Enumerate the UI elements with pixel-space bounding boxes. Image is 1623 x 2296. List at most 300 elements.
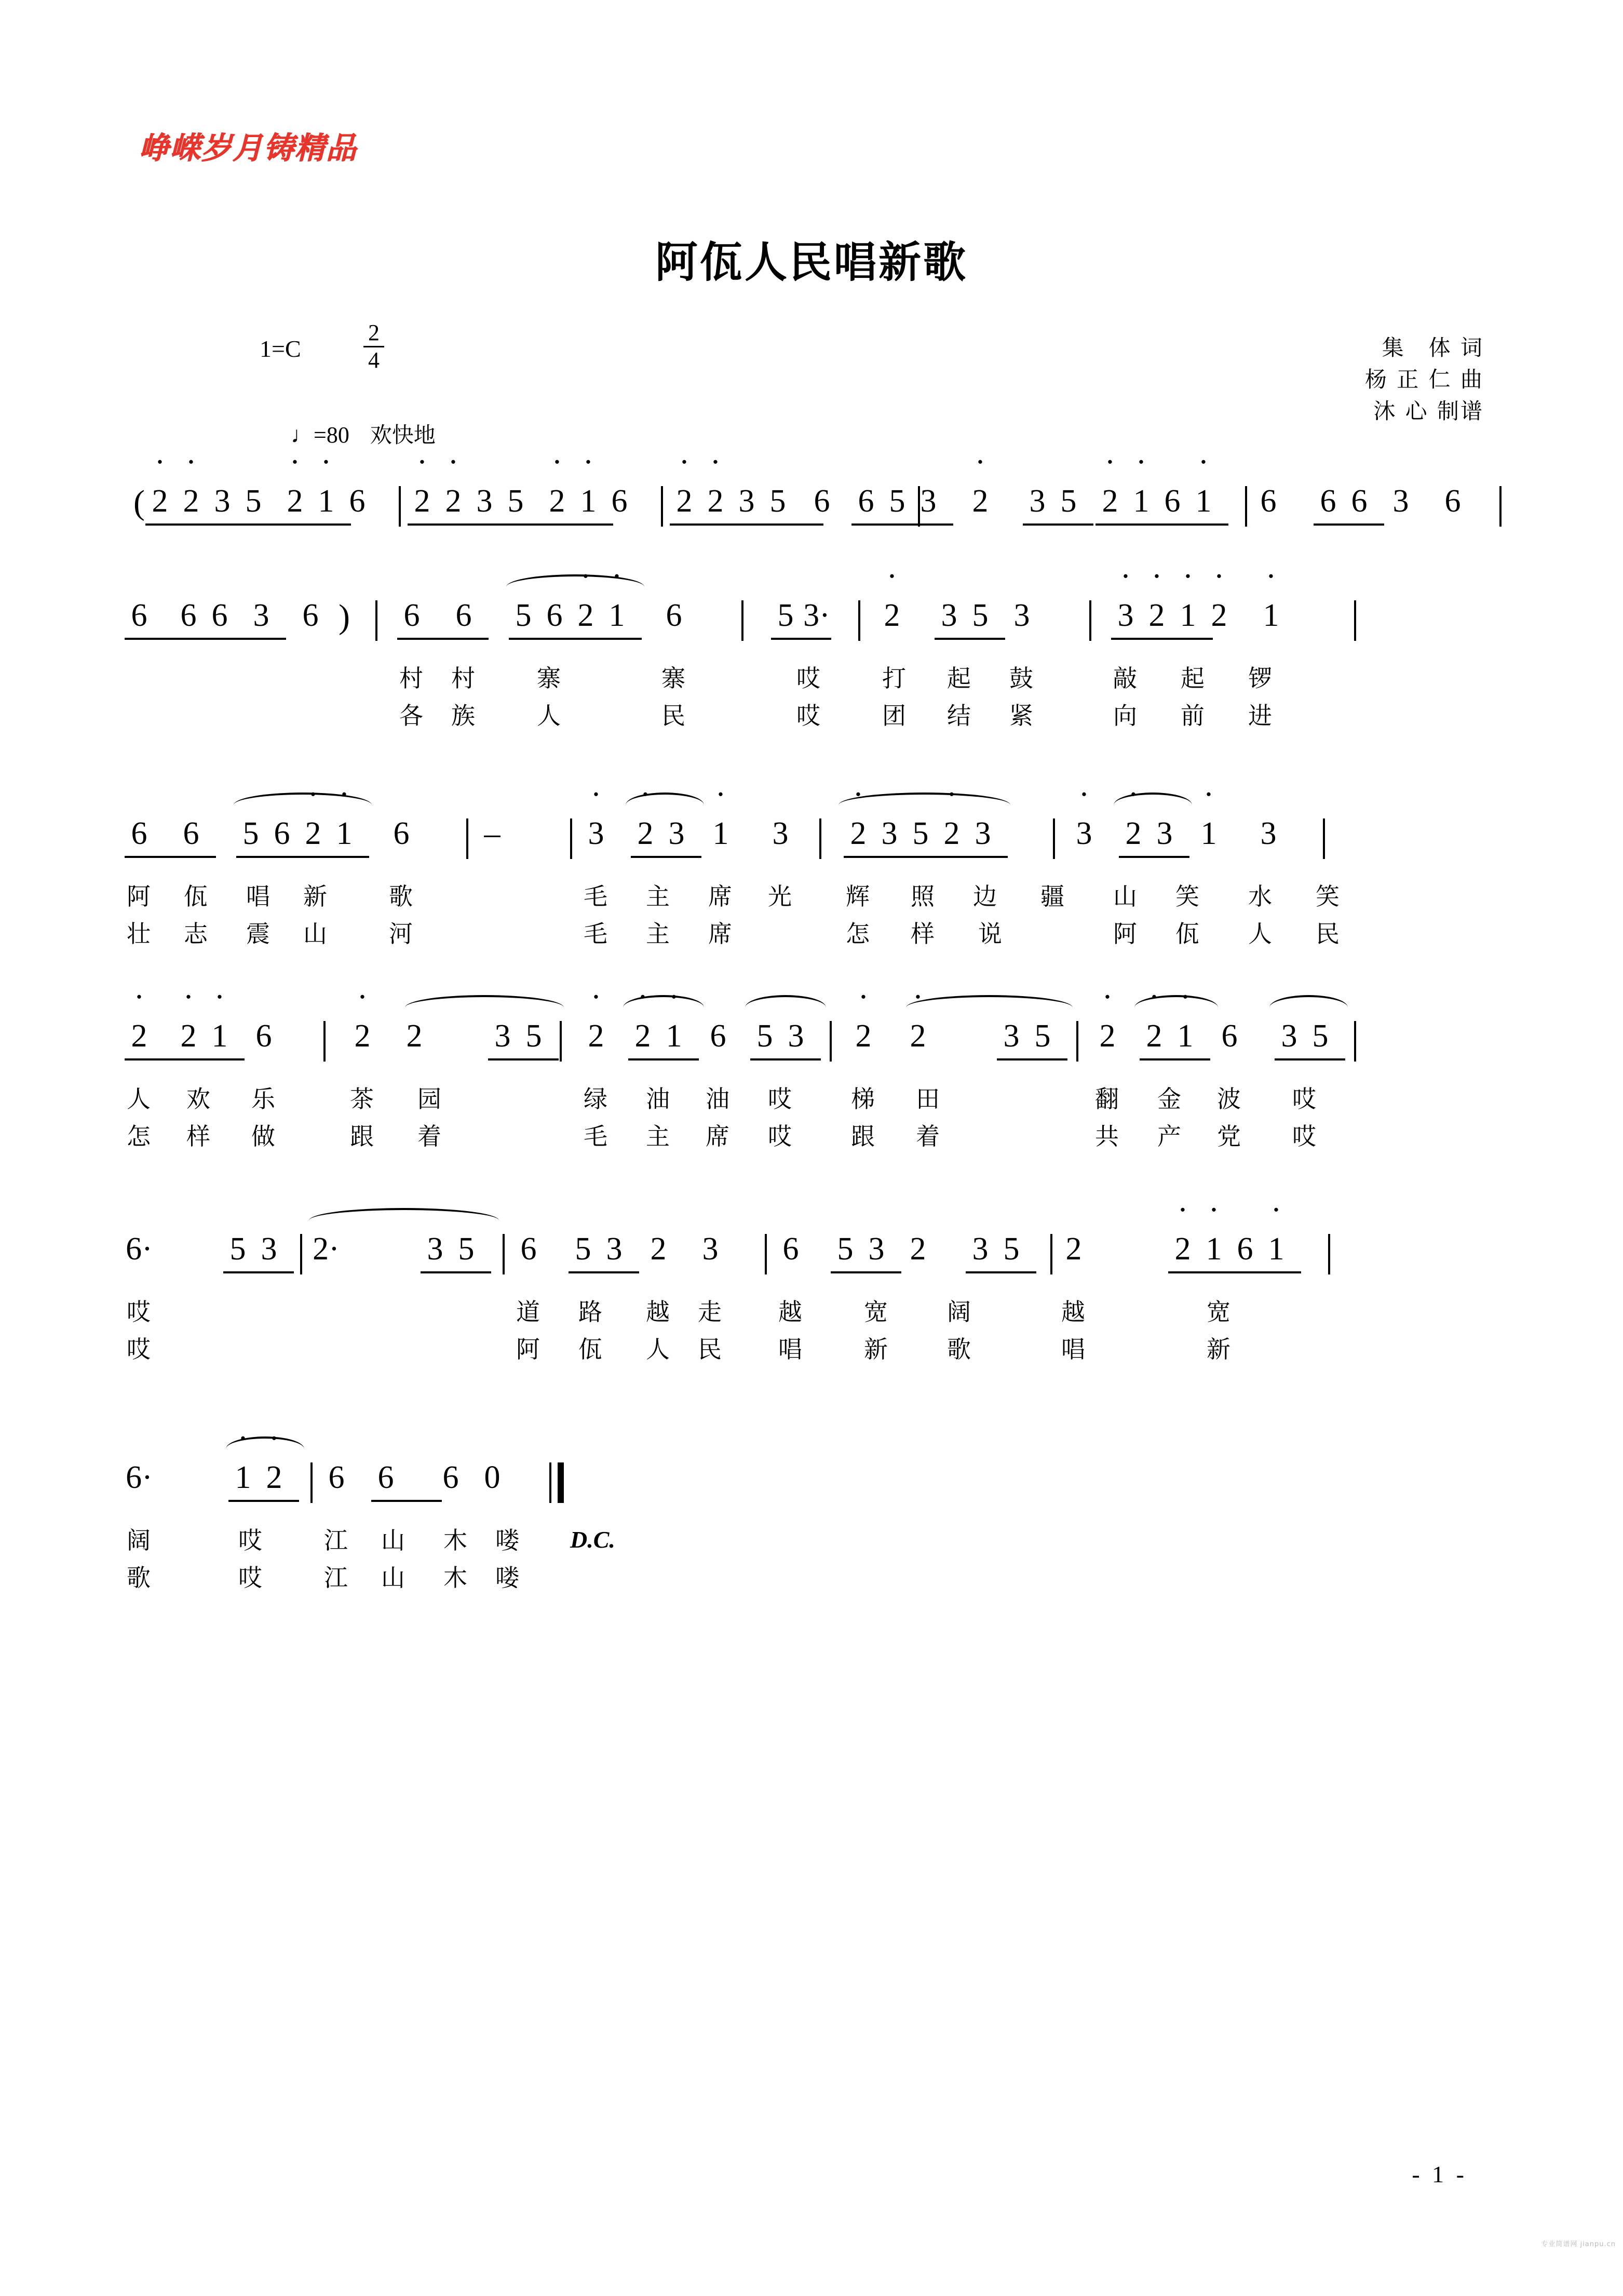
- note-token: [837, 1231, 854, 1268]
- barline: [503, 1234, 505, 1274]
- note-glyph: · 2: [266, 1459, 282, 1496]
- lyric-char: 边: [973, 882, 998, 910]
- note-token: [803, 597, 830, 634]
- beam-line: [763, 523, 823, 526]
- lyric-char: 哎: [796, 702, 821, 730]
- note-token: [274, 815, 290, 852]
- note-glyph: 6: [442, 1460, 459, 1495]
- note-glyph: 3: [788, 1018, 804, 1054]
- note-glyph: 5: [912, 816, 929, 851]
- key-signature: 1=C: [260, 335, 301, 362]
- beam-line: [174, 638, 286, 640]
- note-token: [305, 815, 321, 852]
- note-token: [212, 597, 228, 634]
- lyric-char: 绿: [584, 1085, 608, 1113]
- collection-stamp: 峥嵘岁月铸精品: [139, 131, 358, 165]
- slur-arc: [906, 995, 1073, 1008]
- lyric-char: 新: [1207, 1335, 1232, 1363]
- lyric-char: 寨: [661, 664, 686, 692]
- lyric-char: 跟: [350, 1122, 375, 1150]
- lyric-char: 波: [1217, 1085, 1242, 1113]
- note-glyph: 6: [455, 598, 472, 633]
- beam-line: [937, 856, 1008, 858]
- lyric-char: 哎: [238, 1526, 263, 1554]
- note-glyph: 6: [377, 1460, 394, 1495]
- lyric-char: 跟: [851, 1122, 876, 1150]
- note-glyph: 3: [1392, 484, 1409, 519]
- lyric-row-2: [127, 1118, 1484, 1155]
- note-glyph: · 2: [635, 1018, 651, 1055]
- note-glyph: · 1: [318, 483, 334, 520]
- credit-engraver: 沐 心 制谱: [1373, 398, 1484, 424]
- note-glyph: 6: [782, 1231, 799, 1267]
- note-token: [944, 815, 960, 852]
- note-glyph: 6: [1351, 484, 1368, 519]
- note-token: [1102, 483, 1118, 520]
- note-token: [407, 1018, 423, 1055]
- beam-line: [223, 1271, 294, 1273]
- note-token: [606, 1231, 623, 1268]
- music-system: [0, 483, 1623, 545]
- lyric-char: 油: [706, 1085, 731, 1113]
- note-token: [588, 1018, 604, 1055]
- beam-line: [228, 1500, 299, 1502]
- note-row: [133, 483, 1484, 545]
- note-token: [1175, 1231, 1191, 1268]
- note-glyph: · 2: [152, 483, 168, 520]
- note-glyph: 5: [972, 598, 989, 633]
- note-token: [266, 1459, 282, 1496]
- note-token: [378, 1459, 394, 1496]
- note-glyph: 5: [1060, 484, 1077, 519]
- note-token: [214, 483, 231, 520]
- note-glyph: 5: [515, 598, 532, 633]
- lyric-char: 毛: [584, 920, 608, 948]
- lyric-char: 唱: [1061, 1335, 1086, 1363]
- note-glyph: 6: [611, 484, 628, 519]
- note-glyph: · 2: [1146, 1018, 1162, 1055]
- note-token: [427, 1231, 443, 1268]
- note-token: [1165, 483, 1181, 520]
- lyric-char: 人: [646, 1335, 671, 1363]
- lyric-char: 山: [381, 1564, 406, 1592]
- dc-marking: D.C.: [570, 1526, 615, 1553]
- note-token: [1351, 483, 1368, 520]
- beam-line: [488, 1058, 559, 1060]
- barline: [570, 818, 572, 859]
- lyric-char: 水: [1248, 882, 1273, 910]
- note-glyph: 5: [507, 484, 524, 519]
- note-glyph: 5: [756, 1018, 773, 1054]
- note-glyph: · 2: [287, 483, 303, 520]
- note-glyph: · 3: [1076, 815, 1092, 852]
- note-token: [1180, 597, 1196, 634]
- note-glyph: 3: [920, 484, 937, 519]
- note-token: [1445, 483, 1461, 520]
- note-glyph: 3: [1281, 1018, 1297, 1054]
- page-number: - 1 -: [1412, 2161, 1467, 2187]
- note-token: [1126, 815, 1142, 852]
- music-system: [0, 1459, 1623, 1596]
- note-token: [458, 1231, 475, 1268]
- lyric-char: 照: [911, 882, 936, 910]
- beam-line: [421, 1271, 491, 1273]
- beam-line: [125, 856, 216, 858]
- note-glyph: · 1: [235, 1459, 251, 1496]
- note-glyph: 6: [393, 816, 410, 851]
- lyric-char: 阔: [947, 1298, 972, 1326]
- lyric-char: 席: [708, 920, 733, 948]
- lyric-char: 歌: [947, 1335, 972, 1363]
- note-token: [884, 597, 900, 634]
- note-glyph: 3: [668, 816, 685, 851]
- barline: [1323, 818, 1325, 859]
- note-token: [303, 597, 319, 634]
- slur-arc: [1269, 995, 1348, 1008]
- note-glyph: · 2: [856, 1018, 872, 1055]
- note-token: [1061, 483, 1077, 520]
- note-glyph: · 2: [1126, 815, 1142, 852]
- lyric-char: 笑: [1316, 882, 1341, 910]
- note-glyph: · 2: [305, 815, 321, 852]
- lyric-char: 锣: [1248, 664, 1273, 692]
- note-token: [972, 483, 989, 520]
- barline: [1328, 1234, 1330, 1274]
- note-token: [889, 483, 905, 520]
- beam-line: [1111, 638, 1213, 640]
- note-glyph: 6: [1237, 1231, 1253, 1267]
- lyric-char: 样: [911, 920, 936, 948]
- lyric-char: 歌: [127, 1564, 152, 1592]
- note-glyph: 6: [183, 816, 199, 851]
- beam-line: [831, 1271, 901, 1273]
- note-token: [230, 1231, 246, 1268]
- note-token: [770, 483, 786, 520]
- note-glyph: 3: [1260, 816, 1277, 851]
- barline: [918, 486, 920, 527]
- note-token: [1196, 483, 1212, 520]
- lyric-char: 喽: [495, 1526, 520, 1554]
- note-glyph: 5: [889, 484, 905, 519]
- note-token: [1222, 1018, 1238, 1055]
- note-token: [495, 1018, 511, 1055]
- lyric-char: 宽: [864, 1298, 889, 1326]
- note-glyph: 5: [1312, 1018, 1329, 1054]
- lyric-char: 新: [303, 882, 328, 910]
- note-glyph: · 1: [212, 1018, 228, 1055]
- lyric-char: 壮: [127, 920, 152, 948]
- note-token: [443, 1459, 459, 1496]
- beam-line: [569, 1271, 639, 1273]
- note-glyph: 5: [1003, 1231, 1020, 1267]
- beam-line: [966, 1271, 1036, 1273]
- lyric-char: 样: [186, 1122, 211, 1150]
- note-token: [131, 597, 147, 634]
- note-token: [1118, 597, 1134, 634]
- note-glyph: 6·: [126, 1460, 153, 1495]
- note-glyph: · 2: [183, 483, 199, 520]
- note-glyph: · 2: [414, 483, 430, 520]
- note-token: [635, 1018, 651, 1055]
- beam-line: [1119, 856, 1189, 858]
- note-token: [1004, 1231, 1020, 1268]
- note-glyph: 5: [1034, 1018, 1051, 1054]
- note-glyph: · 2: [1175, 1231, 1191, 1268]
- beam-line: [239, 523, 351, 526]
- lyric-char: 唱: [778, 1335, 803, 1363]
- lyric-char: 席: [706, 1122, 731, 1150]
- note-glyph: 2: [650, 1231, 667, 1267]
- note-token: [972, 1231, 989, 1268]
- note-token: [1261, 483, 1277, 520]
- beam-line: [397, 638, 489, 640]
- lyric-char: 共: [1095, 1122, 1120, 1150]
- lyric-char: 人: [127, 1085, 152, 1113]
- lyric-char: 欢: [186, 1085, 211, 1113]
- lyric-row-1: [139, 660, 1484, 697]
- beam-line: [628, 1058, 699, 1060]
- lyric-char: 志: [184, 920, 209, 948]
- note-glyph: · 1: [1133, 483, 1149, 520]
- note-glyph: 6: [546, 598, 563, 633]
- note-glyph: 6: [520, 1231, 537, 1267]
- slur-arc: [405, 995, 564, 1008]
- barline: [1076, 1021, 1078, 1062]
- beam-line: [236, 856, 369, 858]
- lyric-char: 各: [399, 702, 424, 730]
- note-token: [126, 1231, 153, 1268]
- lyric-char: 震: [246, 920, 271, 948]
- note-glyph: · 2: [638, 815, 654, 852]
- note-glyph: 6: [710, 1018, 726, 1054]
- quarter-note-icon: ♩: [291, 422, 314, 448]
- lyric-char: 村: [451, 664, 476, 692]
- note-token: [131, 1018, 147, 1055]
- note-token: [638, 815, 654, 852]
- lyric-char: 主: [646, 882, 671, 910]
- lyric-char: 紧: [1009, 702, 1034, 730]
- note-row: [131, 1018, 1484, 1080]
- meter-denominator: 4: [368, 347, 380, 373]
- note-glyph: · 1: [336, 815, 353, 852]
- lyric-char: 园: [417, 1085, 442, 1113]
- note-token: [253, 597, 269, 634]
- note-token: [445, 483, 462, 520]
- note-glyph: 6: [1320, 484, 1336, 519]
- note-token: [526, 1018, 542, 1055]
- note-glyph: · 1: [1206, 1231, 1222, 1268]
- barline: [1050, 1234, 1052, 1274]
- beam-line: [771, 638, 831, 640]
- lyric-char: 打: [882, 664, 907, 692]
- slur-arc: [1134, 995, 1218, 1008]
- music-system: [0, 1231, 1623, 1368]
- lyric-char: 敲: [1113, 664, 1138, 692]
- music-system: [0, 597, 1623, 734]
- note-glyph: · 1: [713, 815, 729, 852]
- beam-line: [935, 638, 1005, 640]
- time-signature: [363, 322, 384, 371]
- note-glyph: 3: [881, 816, 898, 851]
- note-token: [651, 1231, 667, 1268]
- lyric-char: 茶: [350, 1085, 375, 1113]
- lyric-char: 佤: [184, 882, 209, 910]
- note-glyph: 6·: [126, 1231, 153, 1267]
- note-row: [131, 815, 1484, 878]
- note-token: [757, 1018, 773, 1055]
- note-glyph: 3: [427, 1231, 443, 1267]
- lyric-char: 寨: [537, 664, 562, 692]
- lyric-char: 民: [661, 702, 686, 730]
- note-glyph: 6: [858, 484, 874, 519]
- barline: [741, 600, 743, 641]
- lyric-char: 辉: [846, 882, 871, 910]
- note-glyph: 6: [814, 484, 830, 519]
- note-token: [913, 815, 929, 852]
- note-glyph: 3: [606, 1231, 623, 1267]
- note-token: [133, 483, 145, 522]
- note-token: [1133, 483, 1149, 520]
- note-token: [1030, 483, 1046, 520]
- note-token: [856, 1018, 872, 1055]
- note-token: [609, 597, 625, 634]
- note-token: [516, 597, 532, 634]
- lyric-char: 人: [1248, 920, 1273, 948]
- note-token: [1261, 815, 1277, 852]
- note-token: [972, 597, 989, 634]
- note-token: [394, 815, 410, 852]
- note-token: [1066, 1231, 1082, 1268]
- note-glyph: 6: [1444, 484, 1461, 519]
- lyric-char: 喽: [495, 1564, 520, 1592]
- lyric-char: 席: [708, 882, 733, 910]
- lyric-char: 前: [1181, 702, 1206, 730]
- tempo-value: =80: [314, 422, 349, 448]
- note-glyph: · 1: [1178, 1018, 1194, 1055]
- slur-arc: [623, 995, 704, 1008]
- lyric-char: 山: [1113, 882, 1138, 910]
- note-token: [910, 1018, 926, 1055]
- note-token: [708, 483, 724, 520]
- note-token: [152, 483, 168, 520]
- lyric-char: 阔: [127, 1526, 152, 1554]
- barline: [1053, 818, 1055, 859]
- note-token: [329, 1459, 345, 1496]
- lyric-char: 新: [864, 1335, 889, 1363]
- barline: [1245, 486, 1247, 527]
- lyric-char: 民: [698, 1335, 723, 1363]
- note-glyph: 2: [910, 1231, 926, 1267]
- lyric-char: 鼓: [1009, 664, 1034, 692]
- barline: [1354, 1021, 1356, 1062]
- note-glyph: 3: [476, 484, 493, 519]
- note-glyph: 6: [211, 598, 228, 633]
- note-glyph: 2·: [313, 1231, 340, 1267]
- lyric-char: 佤: [578, 1335, 603, 1363]
- note-glyph: 6: [255, 1018, 272, 1054]
- lyric-char: 笑: [1175, 882, 1200, 910]
- note-token: [788, 1018, 804, 1055]
- note-glyph: 5: [525, 1018, 542, 1054]
- note-token: [547, 597, 563, 634]
- lyric-char: 怎: [127, 1122, 152, 1150]
- note-glyph: · 1: [1268, 1231, 1284, 1268]
- barline: [858, 600, 860, 641]
- beam-line: [371, 1500, 442, 1502]
- note-glyph: · 2: [131, 1018, 147, 1055]
- slur-arc: [309, 1208, 499, 1220]
- lyric-char: 村: [399, 664, 424, 692]
- lyric-char: 哎: [768, 1122, 793, 1150]
- barline: [1499, 486, 1502, 527]
- note-token: [921, 483, 937, 520]
- lyric-char: 唱: [246, 882, 271, 910]
- beam-line: [1168, 1271, 1301, 1273]
- note-glyph: 2: [406, 1018, 423, 1054]
- lyric-char: 哎: [796, 664, 821, 692]
- note-token: [666, 1018, 682, 1055]
- lyric-char: 乐: [251, 1085, 276, 1113]
- lyric-char: 族: [451, 702, 476, 730]
- note-token: [778, 597, 794, 634]
- lyric-row-1: [127, 1522, 1484, 1559]
- lyric-char: 毛: [584, 882, 608, 910]
- note-glyph: 5: [242, 816, 259, 851]
- lyric-char: 产: [1157, 1122, 1182, 1150]
- lyric-char: 怎: [846, 920, 871, 948]
- lyric-char: 歌: [389, 882, 414, 910]
- note-token: [126, 1459, 153, 1496]
- note-token: [578, 597, 594, 634]
- page-title: 阿佤人民唱新歌: [655, 238, 968, 287]
- lyric-char: 越: [646, 1298, 671, 1326]
- note-token: [869, 1231, 885, 1268]
- note-token: [1237, 1231, 1253, 1268]
- music-system: [0, 815, 1623, 952]
- note-glyph: ): [339, 598, 350, 636]
- note-token: [1157, 815, 1173, 852]
- beam-line: [1023, 523, 1093, 526]
- lyric-char: 起: [1181, 664, 1206, 692]
- lyric-char: 油: [646, 1085, 671, 1113]
- note-glyph: · 1: [1201, 815, 1217, 852]
- note-token: [575, 1231, 591, 1268]
- note-glyph: · 2: [910, 1018, 926, 1055]
- lyric-char: 木: [443, 1564, 468, 1592]
- lyric-char: 江: [324, 1526, 349, 1554]
- lyric-char: 做: [251, 1122, 276, 1150]
- note-glyph: · 2: [445, 483, 462, 520]
- note-token: [1146, 1018, 1162, 1055]
- note-token: [669, 815, 685, 852]
- barline: [323, 1021, 326, 1062]
- note-token: [336, 815, 353, 852]
- note-glyph: 6: [328, 1460, 345, 1495]
- beam-line: [501, 523, 613, 526]
- note-token: [1393, 483, 1409, 520]
- lyric-char: 向: [1113, 702, 1138, 730]
- note-token: [910, 1231, 926, 1268]
- lyric-char: 民: [1316, 920, 1341, 948]
- note-token: [588, 815, 604, 852]
- beam-line: [997, 1058, 1067, 1060]
- note-glyph: 6: [403, 598, 420, 633]
- note-token: [212, 1018, 228, 1055]
- note-token: [287, 483, 303, 520]
- lyric-char: 越: [1061, 1298, 1086, 1326]
- lyric-char: 阿: [516, 1335, 541, 1363]
- note-glyph: · 1: [1196, 483, 1212, 520]
